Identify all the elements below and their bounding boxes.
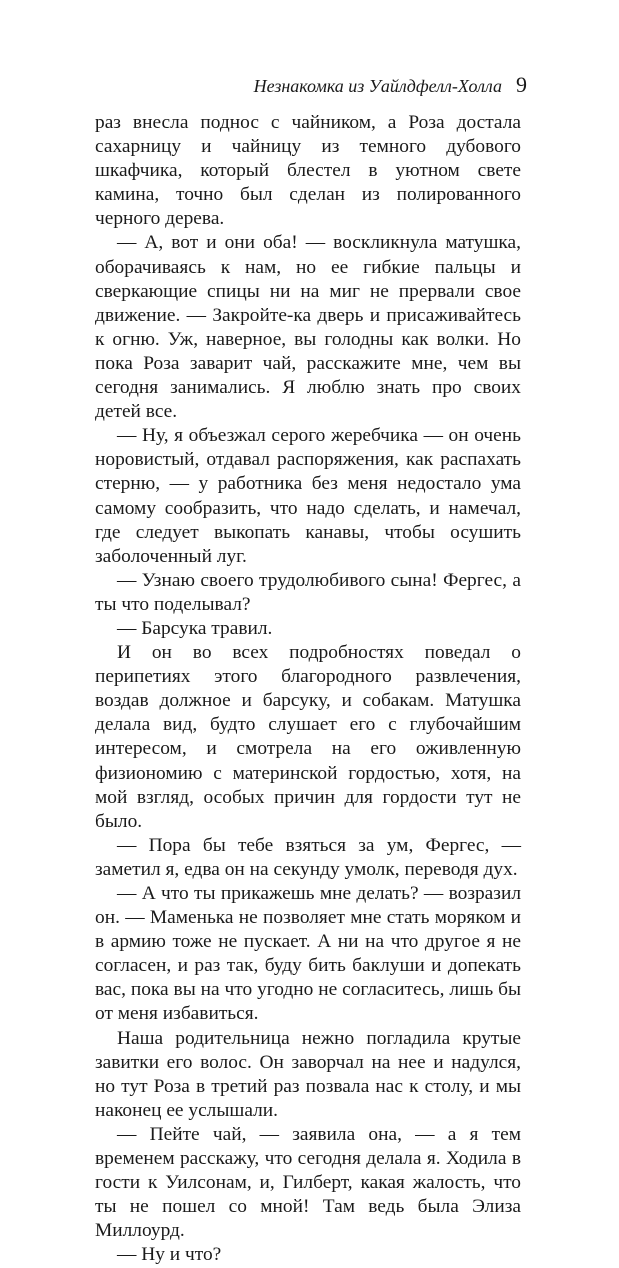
paragraph: Наша родительница нежно погладила крутые завитки его волос. Он заворчал на нее и надулся, но тут Роза в третий раз позвала нас к столу, и мы наконец ее услышали.: [95, 1027, 521, 1121]
paragraph: — А, вот и они оба! — воскликнула матушка, оборачиваясь к нам, но ее гибкие пальцы и сверкающие спицы ни на миг не прервали свое движение. — Закройте-ка дверь и присаживайтесь к огню. Уж, наверное, вы голодны как волки. Но пока Роза заварит чай, расскажите мне, чем вы сегодня занимались. Я люблю знать про своих детей все.: [95, 232, 521, 423]
paragraph: — Барсука травил.: [117, 617, 273, 639]
paragraph: И он во всех подробностях поведал о перипетиях этого благородного развлечения, воздав должное и барсуку, и собакам. Матушка делала вид, будто слушает его с глубочайшим интересом, и смотрела на его оживленную физиономию с материнской гордостью, хотя, на мой взгляд, особых причин для гордости тут не было.: [95, 642, 521, 832]
paragraph: раз внесла поднос с чайником, а Роза достала сахарницу и чайницу из темного дубового шкафчика, который блестел в уютном свете камина, точно был сделан из полированного черного дерева.: [95, 112, 521, 230]
running-header: [254, 72, 527, 98]
paragraph: — Пейте чай, — заявила она, — а я тем временем расскажу, что сегодня делала я. Ходила в гости к Уилсонам, и, Гилберт, какая жалость, что ты не пошел со мной! Там ведь была Элиза Миллоурд.: [95, 1123, 521, 1242]
page-number: 9: [516, 72, 527, 97]
page-text: [95, 111, 521, 1268]
paragraph: — Пора бы тебе взяться за ум, Фергес, — заметил я, едва он на секунду умолк, переводя дух.: [95, 834, 521, 880]
paragraph: — Узнаю своего трудолюбивого сына! Фергес, а ты что поделывал?: [95, 569, 521, 615]
book-title: Незнакомка из Уайлдфелл-Холла: [253, 76, 502, 96]
paragraph: — Ну, я объезжал серого жеребчика — он очень норовистый, отдавал распоряжения, как распахать стерню, — у работника без меня недостало ума самому сообразить, что надо сделать, и намечал, где следует выкопать канавы, чтобы осушить заболоченный луг.: [95, 425, 521, 567]
paragraph: — А что ты прикажешь мне делать? — возразил он. — Маменька не позволяет мне стать моряком и в армию тоже не пускает. А ни на что другое я не согласен, и раз так, буду бить баклуши и допекать вас, пока вы на что угодно не согласитесь, лишь бы от меня избавиться.: [95, 883, 521, 1025]
paragraph: — Ну и что?: [117, 1244, 222, 1266]
